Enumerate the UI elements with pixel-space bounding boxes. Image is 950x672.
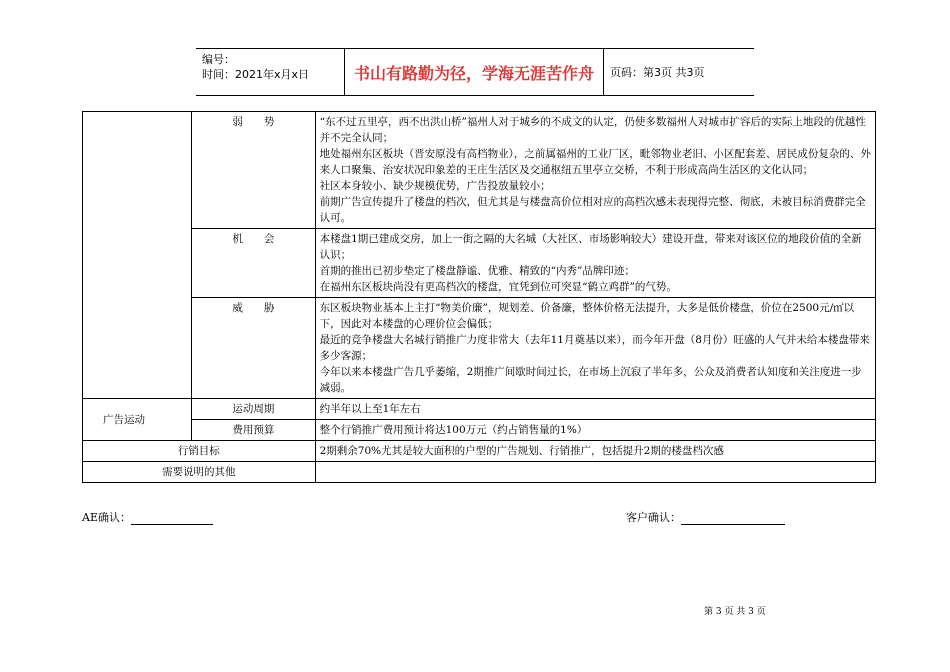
other-value [315, 462, 875, 483]
header-meta [202, 52, 309, 82]
weakness-line: 地处福州东区板块（晋安原没有高档物业），之前属福州的工业厂区，毗邻物业老旧、小区配套差、居民成份复杂的、外来人口聚集、治安状况印象差的王庄生活区及交通枢纽五里亭立交桥，不利于形成高尚生活区的文化认同； [319, 148, 871, 176]
threat-content [315, 298, 875, 399]
opportunity-line: 首期的推出已初步垫定了楼盘静谧、优雅、精致的“内秀”品牌印迹； [319, 265, 635, 277]
weakness-line: 前期广告宣传提升了楼盘的档次，但尤其是与楼盘高价位相对应的高档次感未表现得完整、彻底，未被目标消费群完全认可。 [319, 196, 866, 224]
weakness-line: 社区本身较小、缺少规模优势，广告投放量较小； [319, 180, 551, 192]
opportunity-content [315, 229, 875, 298]
empty-category-cell [83, 112, 192, 399]
client-signature-line[interactable] [681, 513, 785, 525]
opportunity-label: 机 会 [192, 229, 315, 298]
table-row-threat [83, 298, 876, 399]
table-row-goal [83, 441, 876, 462]
threat-line: 今年以来本楼盘广告几乎萎缩，2期推广间歇时间过长，在市场上沉寂了半年多，公众及消费者认知度和关注度进一步减弱。 [319, 366, 862, 394]
weakness-label: 弱 势 [192, 112, 315, 229]
ae-confirmation [82, 509, 213, 525]
goal-value: 2期剩余70%尤其是较大面积的户型的广告规划、行销推广，包括提升2期的楼盘档次感 [315, 441, 875, 462]
goal-label: 行销目标 [83, 441, 316, 462]
table-row-other [83, 462, 876, 483]
opportunity-line: 在福州东区板块尚没有更高档次的楼盘，宜凭到位可突显“鹤立鸡群”的气势。 [319, 281, 677, 293]
threat-label: 威 胁 [192, 298, 315, 399]
table-row-period [83, 399, 876, 420]
budget-label: 费用预算 [192, 420, 315, 441]
ae-confirmation-label: AE确认： [82, 511, 131, 524]
page-header [196, 48, 754, 96]
client-confirmation-label: 客户确认： [626, 511, 681, 524]
period-label: 运动周期 [192, 399, 315, 420]
client-confirmation [626, 509, 785, 525]
table-row-weakness [83, 112, 876, 229]
page-footer: 第 3 页 共 3 页 [704, 607, 766, 617]
document-number: 编号： [202, 53, 235, 66]
document-time: 时间：2021年x月x日 [202, 68, 310, 81]
analysis-table [82, 111, 876, 483]
threat-line: 最近的竞争楼盘大名城行销推广力度非常大（去年11月奠基以来），而今年开盘（8月份）旺盛的人气并未给本楼盘带来多少客源； [319, 334, 870, 362]
table-row-opportunity [83, 229, 876, 298]
period-value: 约半年以上至1年左右 [315, 399, 875, 420]
header-page-number: 页码：第3页 共3页 [610, 66, 705, 79]
opportunity-line: 本楼盘1期已建成交房，加上一街之隔的大名城（大社区、市场影响较大）建设开盘，带来对该区位的地段价值的全新认识； [319, 233, 862, 261]
campaign-label: 广告运动 [83, 399, 192, 441]
weakness-line: “东不过五里亭，西不出洪山桥”福州人对于城乡的不成文的认定，仍使多数福州人对城市扩容后的实际上地段的优越性并不完全认同； [319, 116, 866, 144]
budget-value: 整个行销推广费用预计将达100万元（约占销售量的1%） [315, 420, 875, 441]
threat-line: 东区板块物业基本上主打“物美价廉”，规划差、价备廉，整体价格无法提升，大多是低价楼盘，价位在2500元/㎡以下，因此对本楼盘的心理价位会偏低； [319, 302, 855, 330]
ae-signature-line[interactable] [131, 513, 213, 525]
other-label: 需要说明的其他 [83, 462, 316, 483]
header-motto: 书山有路勤为径，学海无涯苦作舟 [344, 49, 604, 95]
weakness-content [315, 112, 875, 229]
table-row-budget [83, 420, 876, 441]
